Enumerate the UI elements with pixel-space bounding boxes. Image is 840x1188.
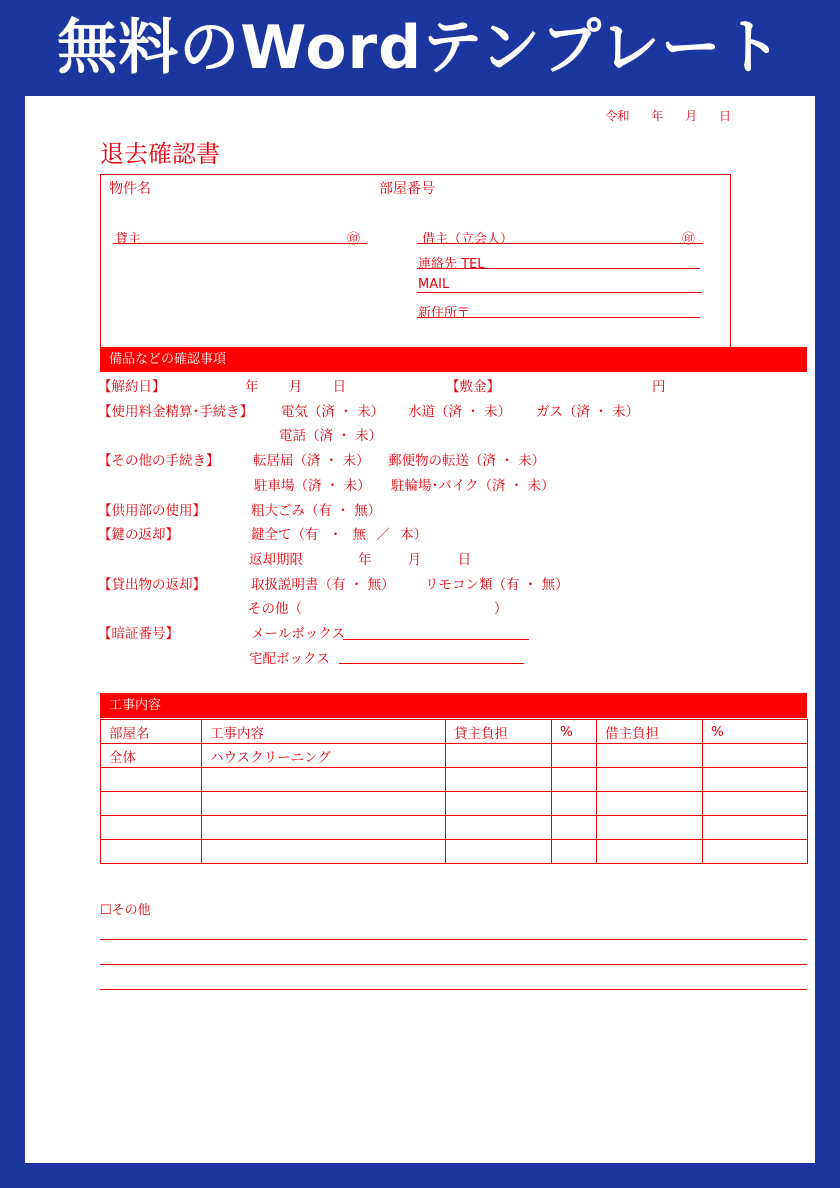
phone-check[interactable]: 電話（済 ・ 未）	[279, 428, 383, 444]
header-work: 工事内容	[202, 720, 446, 744]
works-section-bar: 工事内容	[100, 693, 807, 718]
table-row	[101, 792, 808, 816]
banner-title: 無料のWordテンプレート	[57, 13, 783, 83]
header-percent: %	[552, 720, 597, 744]
header-tenant-share: 借主負担	[597, 720, 703, 744]
other-notes-line[interactable]	[100, 964, 807, 965]
table-cell[interactable]	[552, 792, 597, 816]
return-deadline-units[interactable]: 年 月 日	[358, 552, 472, 568]
table-cell[interactable]: 全体	[101, 744, 202, 768]
landlord-underline[interactable]	[113, 243, 367, 244]
mailbox-pin-underline[interactable]	[343, 639, 529, 640]
other-items-open: その他（	[248, 601, 302, 617]
new-address-underline[interactable]	[417, 317, 700, 318]
date-line: 令和 年 月 日	[605, 109, 731, 123]
table-cell[interactable]	[597, 792, 703, 816]
table-cell[interactable]	[703, 744, 808, 768]
other-procedures-label: 【その他の手続き】	[98, 453, 220, 469]
table-cell[interactable]	[446, 840, 552, 864]
table-cell[interactable]	[552, 840, 597, 864]
table-cell[interactable]	[446, 744, 552, 768]
table-row	[101, 768, 808, 792]
table-cell[interactable]	[552, 744, 597, 768]
tenant-seal-icon: ㊞	[682, 232, 696, 247]
table-cell[interactable]	[202, 768, 446, 792]
document-title: 退去確認書	[100, 140, 220, 168]
moving-notice-check[interactable]: 転居届（済 ・ 未）	[253, 453, 370, 469]
header-landlord-share: 貸主負担	[446, 720, 552, 744]
common-area-label: 【供用部の使用】	[98, 503, 206, 519]
table-cell[interactable]	[703, 840, 808, 864]
table-cell[interactable]	[597, 816, 703, 840]
other-notes-line[interactable]	[100, 989, 807, 990]
bike-parking-check[interactable]: 駐輪場･バイク（済 ・ 未）	[391, 478, 555, 494]
key-return-label: 【鍵の返却】	[98, 527, 179, 543]
cancel-date-units[interactable]: 年 月 日	[245, 379, 347, 395]
table-cell[interactable]	[101, 840, 202, 864]
landlord-label: 貸主	[115, 232, 142, 247]
gas-check[interactable]: ガス（済 ・ 未）	[536, 404, 640, 420]
table-cell[interactable]	[202, 792, 446, 816]
works-header-row	[101, 720, 808, 744]
table-cell[interactable]	[446, 768, 552, 792]
delivery-box-label: 宅配ボックス	[249, 651, 330, 667]
other-notes-line[interactable]	[100, 939, 807, 940]
table-cell[interactable]	[597, 840, 703, 864]
pin-label: 【暗証番号】	[98, 626, 179, 642]
table-cell[interactable]	[703, 768, 808, 792]
table-row	[101, 840, 808, 864]
table-row	[101, 816, 808, 840]
remote-check[interactable]: リモコン類（有 ・ 無）	[425, 577, 569, 593]
keys-all-check[interactable]: 鍵全て（有 ・ 無 ／ 本）	[251, 527, 428, 543]
tenant-underline[interactable]	[417, 243, 703, 244]
table-cell[interactable]	[202, 840, 446, 864]
electricity-check[interactable]: 電気（済 ・ 未）	[281, 404, 385, 420]
manual-check[interactable]: 取扱説明書（有 ・ 無）	[251, 577, 395, 593]
lent-items-label: 【貸出物の返却】	[98, 577, 206, 593]
landlord-seal-icon: ㊞	[347, 232, 361, 247]
table-row	[101, 744, 808, 768]
contact-tel-label: 連絡先 TEL	[418, 257, 485, 272]
return-deadline-label: 返却期限	[249, 552, 303, 568]
table-cell[interactable]	[597, 768, 703, 792]
header-room: 部屋名	[101, 720, 202, 744]
delivery-box-pin-underline[interactable]	[339, 663, 524, 664]
tenant-label: 借主（立会人）	[422, 232, 514, 247]
other-items-close: ）	[494, 601, 508, 617]
table-cell[interactable]	[446, 816, 552, 840]
parties-box	[100, 174, 731, 347]
table-cell[interactable]	[597, 744, 703, 768]
table-cell[interactable]: ハウスクリーニング	[202, 744, 446, 768]
cancel-date-label: 【解約日】	[98, 379, 166, 395]
table-cell[interactable]	[101, 792, 202, 816]
table-cell[interactable]	[552, 768, 597, 792]
bulky-waste-check[interactable]: 粗大ごみ（有 ・ 無）	[251, 503, 382, 519]
mail-label: MAIL	[418, 277, 450, 292]
deposit-unit[interactable]: 円	[652, 379, 666, 395]
table-cell[interactable]	[552, 816, 597, 840]
table-cell[interactable]	[101, 768, 202, 792]
table-cell[interactable]	[446, 792, 552, 816]
header-percent: %	[703, 720, 808, 744]
contact-tel-underline[interactable]	[417, 268, 700, 269]
mail-underline[interactable]	[417, 292, 702, 293]
table-cell[interactable]	[703, 792, 808, 816]
other-notes-label: ☐その他	[100, 903, 151, 918]
table-cell[interactable]	[703, 816, 808, 840]
room-number-label: 部屋番号	[379, 181, 435, 197]
water-check[interactable]: 水道（済 ・ 未）	[408, 404, 512, 420]
new-address-label: 新住所〒	[418, 306, 471, 321]
checklist-section-bar: 備品などの確認事項	[100, 347, 807, 372]
document-sheet	[25, 96, 815, 1163]
mail-forwarding-check[interactable]: 郵便物の転送（済 ・ 未）	[388, 453, 546, 469]
table-cell[interactable]	[202, 816, 446, 840]
parking-check[interactable]: 駐車場（済 ・ 未）	[254, 478, 371, 494]
mailbox-label: メールボックス	[251, 626, 346, 642]
utilities-label: 【使用料金精算･手続き】	[98, 404, 254, 420]
works-table	[100, 719, 808, 864]
property-name-label: 物件名	[109, 181, 151, 197]
deposit-label: 【敷金】	[446, 379, 500, 395]
table-cell[interactable]	[101, 816, 202, 840]
